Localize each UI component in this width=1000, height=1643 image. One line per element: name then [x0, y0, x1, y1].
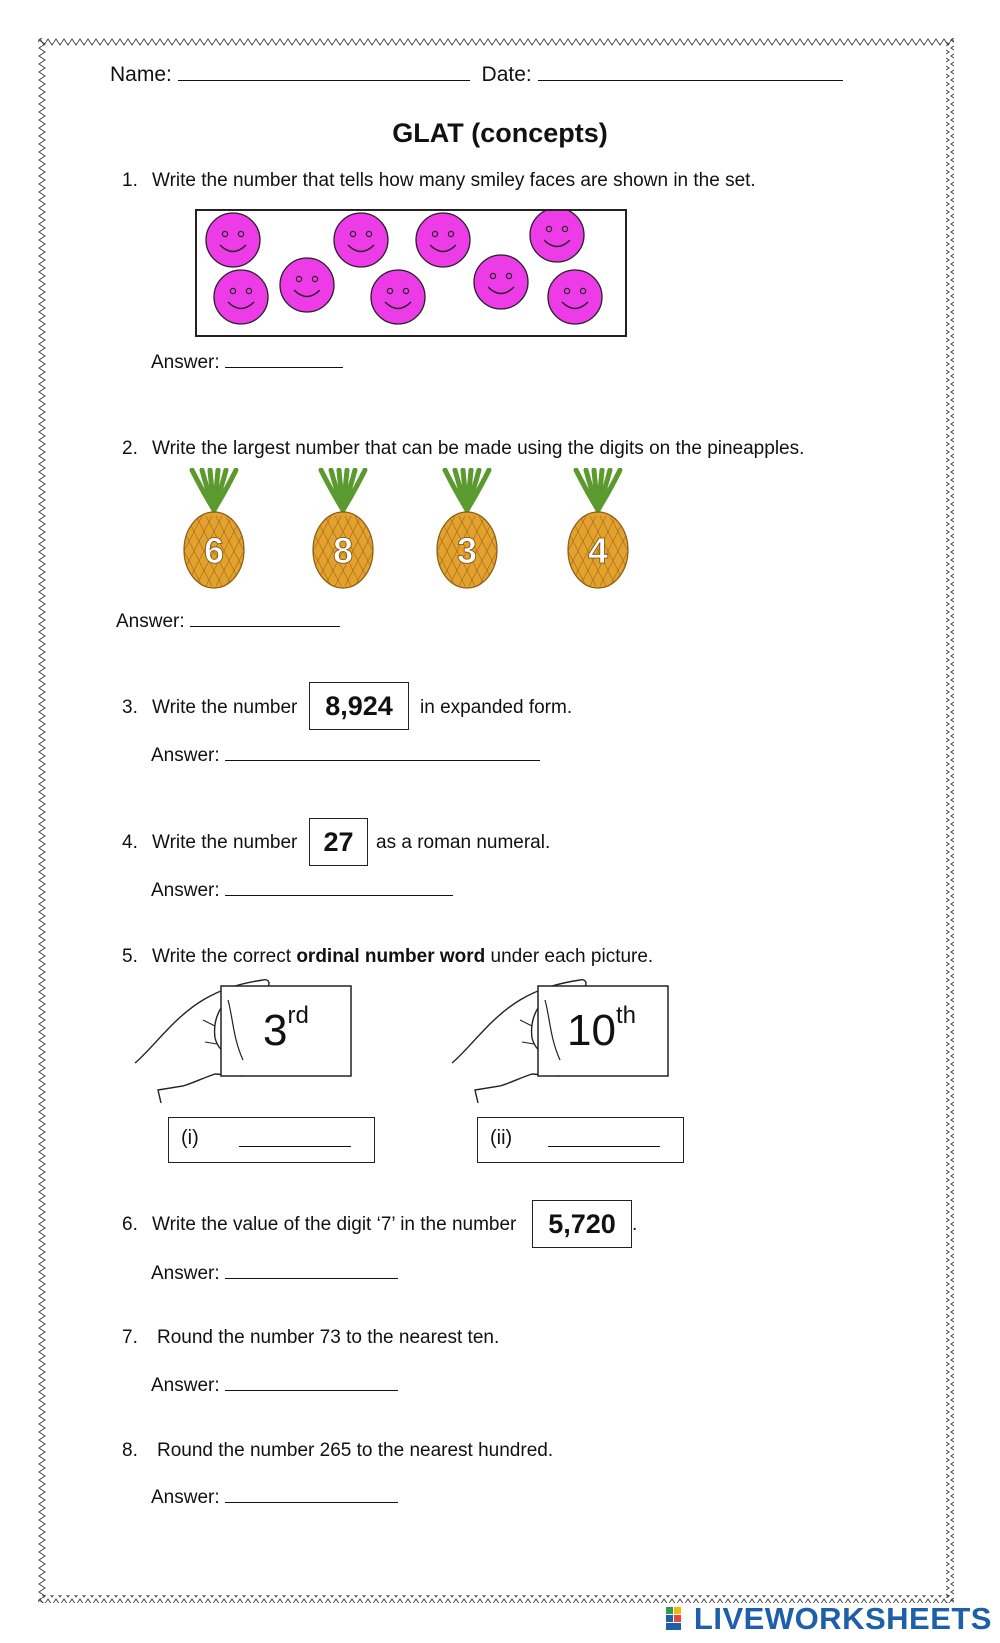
question-text: Write the correct: [152, 946, 292, 967]
smiley-face-icon: [334, 213, 388, 267]
ordinal-suffix: th: [615, 1002, 636, 1029]
answer-7-line: [151, 1372, 398, 1397]
question-3-tail: in expanded form.: [420, 697, 573, 718]
question-8: [122, 1440, 553, 1462]
date-input[interactable]: [538, 62, 843, 81]
answer-label: Answer:: [151, 1375, 220, 1396]
question-number: 4.: [122, 832, 138, 853]
name-line: [110, 62, 843, 87]
question-6: [122, 1214, 516, 1236]
answer-3-line: [151, 742, 540, 767]
answer-box-i[interactable]: [168, 1117, 375, 1163]
question-1: [122, 170, 756, 192]
smiley-face-icon: [214, 270, 268, 324]
answer-5i-input[interactable]: [239, 1128, 351, 1147]
pineapple-row: [180, 468, 660, 590]
ordinal-number: 3: [263, 1006, 288, 1055]
pineapple-digit: 4: [587, 530, 609, 571]
smiley-set-box: [195, 209, 627, 337]
question-text: Write the number: [152, 832, 298, 853]
smiley-face-icon: [280, 258, 334, 312]
name-label: Name:: [110, 63, 172, 86]
name-input[interactable]: [178, 62, 470, 81]
question-text: Write the value of the digit ‘7’ in the number: [152, 1214, 517, 1235]
question-text: Write the largest number that can be made using the digits on the pineapples.: [152, 438, 805, 459]
question-number: 3.: [122, 697, 138, 718]
ordinal-card-2: [567, 1002, 636, 1056]
answer-7-input[interactable]: [225, 1372, 398, 1391]
answer-label: Answer:: [151, 352, 220, 373]
smiley-face-icon: [206, 213, 260, 267]
answer-8-input[interactable]: [225, 1484, 398, 1503]
question-3: [122, 697, 297, 719]
question-text-bold: ordinal number word: [296, 946, 486, 967]
question-number: 6.: [122, 1214, 138, 1235]
answer-1-line: [151, 349, 343, 374]
smiley-face-icon: [416, 213, 470, 267]
hand-holding-card-icon: [450, 978, 680, 1108]
question-number: 1.: [122, 170, 138, 191]
pineapple-digit: 3: [456, 530, 478, 571]
answer-2-line: [116, 608, 340, 633]
question-text: Round the number 265 to the nearest hundred.: [157, 1440, 554, 1461]
answer-6-input[interactable]: [225, 1260, 398, 1279]
question-number: 2.: [122, 438, 138, 459]
date-label: Date:: [481, 63, 532, 86]
ordinal-suffix: rd: [287, 1002, 309, 1029]
smiley-face-icon: [371, 270, 425, 324]
answer-4-input[interactable]: [225, 877, 453, 896]
question-number: 7.: [122, 1327, 138, 1348]
ordinal-number: 10: [567, 1006, 616, 1055]
question-text: Round the number 73 to the nearest ten.: [157, 1327, 500, 1348]
question-text: under each picture.: [490, 946, 654, 967]
answer-label: Answer:: [116, 611, 185, 632]
brand-logo: [666, 1601, 992, 1637]
question-number: 8.: [122, 1440, 138, 1461]
question-2: [122, 438, 804, 460]
question-5: [122, 946, 653, 968]
smiley-face-icon: [530, 211, 584, 262]
hand-holding-card-icon: [133, 978, 363, 1108]
question-text: Write the number: [152, 697, 298, 718]
smiley-face-icon: [548, 270, 602, 324]
brand-name: LIVEWORKSHEETS: [693, 1601, 992, 1636]
logo-icon: [666, 1605, 690, 1633]
answer-label: Answer:: [151, 1263, 220, 1284]
answer-label: Answer:: [151, 745, 220, 766]
number-box: 8,924: [309, 682, 409, 730]
answer-box-ii[interactable]: [477, 1117, 684, 1163]
answer-2-input[interactable]: [190, 608, 340, 627]
answer-8-line: [151, 1484, 398, 1509]
question-number: 5.: [122, 946, 138, 967]
number-box: 5,720: [532, 1200, 632, 1248]
smiley-set: [197, 211, 625, 335]
answer-label: Answer:: [151, 1487, 220, 1508]
number-box: 27: [309, 818, 368, 866]
answer-label: Answer:: [151, 880, 220, 901]
answer-4-line: [151, 877, 453, 902]
question-text: Write the number that tells how many smiley faces are shown in the set.: [152, 170, 756, 191]
question-7: [122, 1327, 499, 1349]
answer-label: (ii): [490, 1127, 513, 1149]
ordinal-card-1: [263, 1002, 309, 1056]
pineapples: [180, 468, 660, 590]
page-title: GLAT (concepts): [392, 118, 608, 148]
pineapple-digit: 6: [203, 530, 225, 571]
pineapple-digit: 8: [332, 530, 354, 571]
question-6-tail: .: [632, 1214, 638, 1235]
answer-3-input[interactable]: [225, 742, 540, 761]
answer-1-input[interactable]: [225, 349, 343, 368]
answer-6-line: [151, 1260, 398, 1285]
answer-label: (i): [181, 1127, 199, 1149]
smiley-face-icon: [474, 255, 528, 309]
question-4-tail: as a roman numeral.: [376, 832, 551, 853]
answer-5ii-input[interactable]: [548, 1128, 660, 1147]
question-4: [122, 832, 297, 854]
